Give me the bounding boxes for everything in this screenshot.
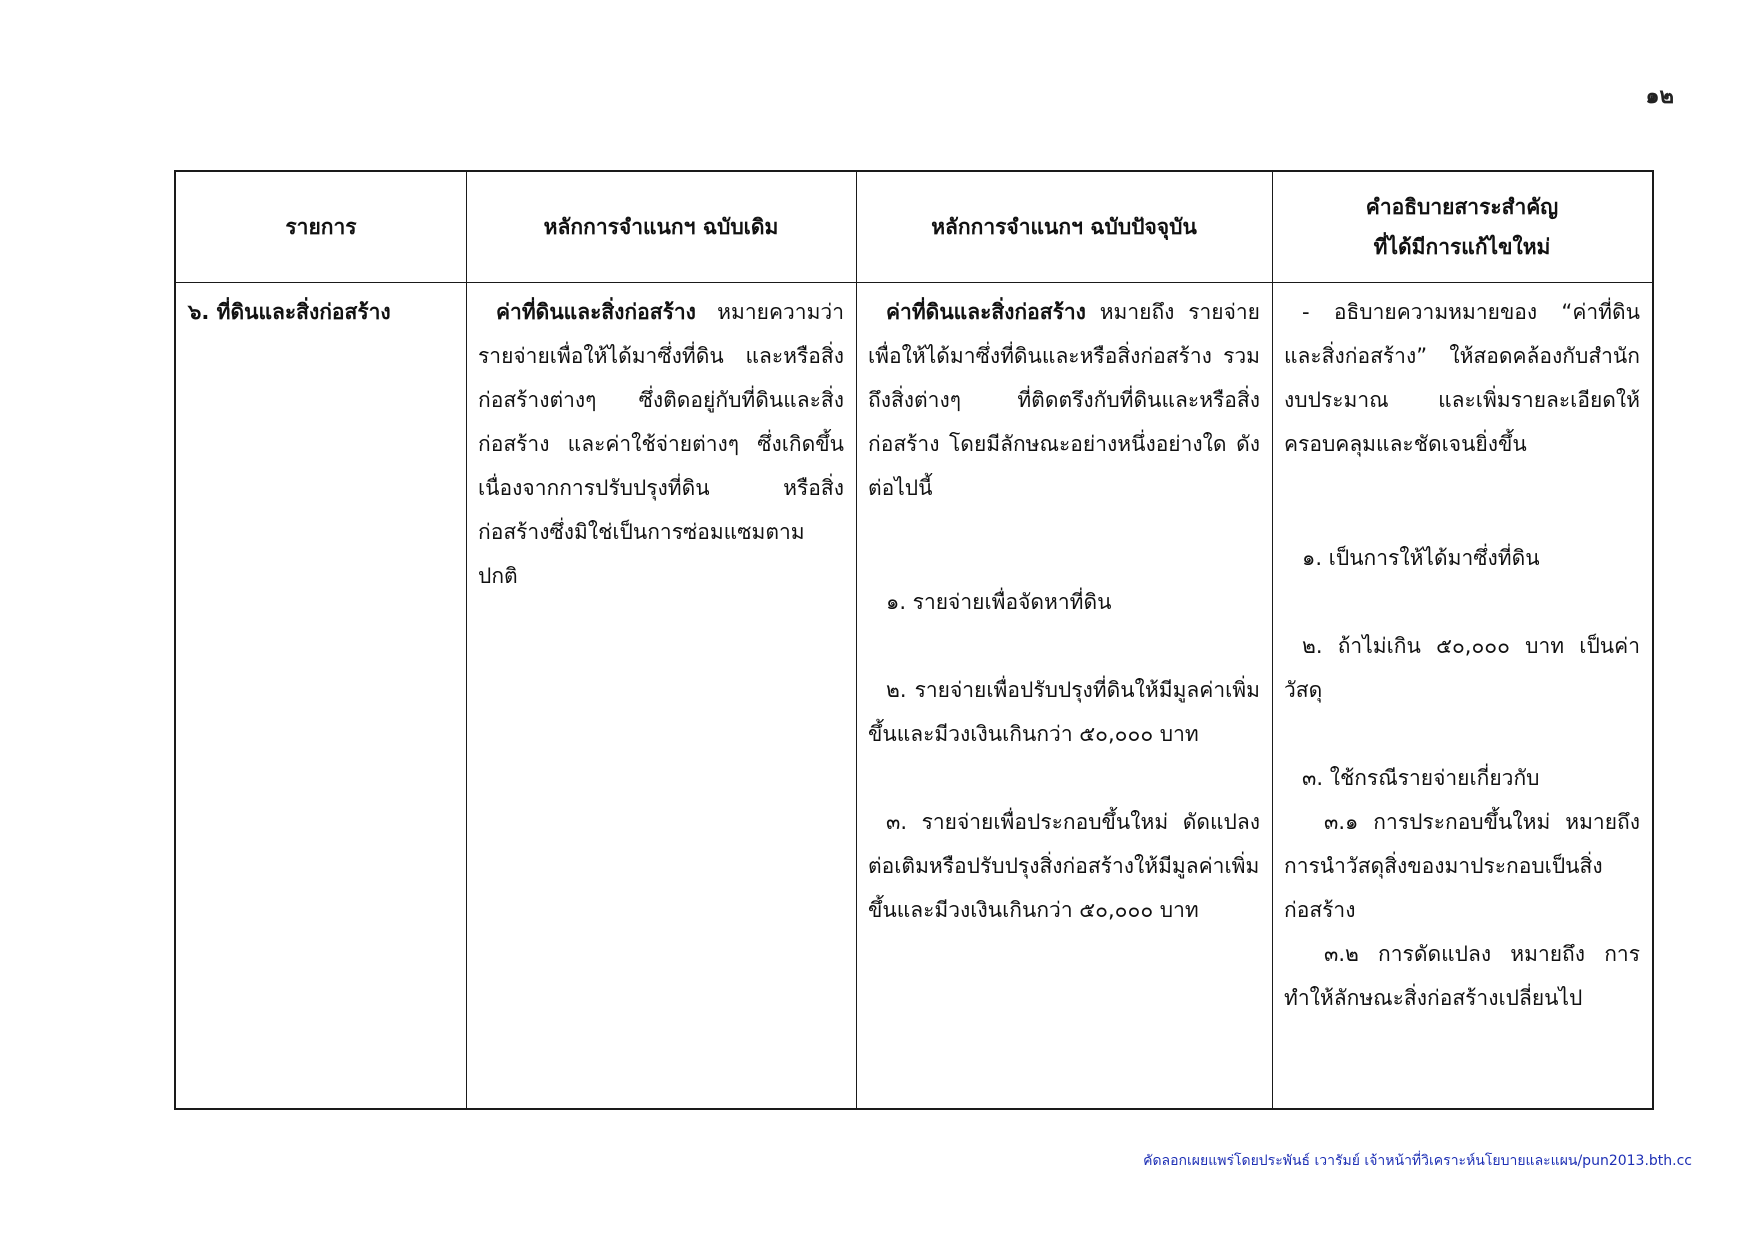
cell-item: ๖. ที่ดินและสิ่งก่อสร้าง <box>188 300 391 324</box>
comparison-table <box>174 170 1654 1110</box>
header-old-principle: หลักการจำแนกฯ ฉบับเดิม <box>543 215 779 239</box>
footer-credit: คัดลอกเผยแพร่โดยประพันธ์ เวารัมย์ เจ้าหน้าที่วิเคราะห์นโยบายและแผน/pun2013.bth.cc <box>1143 1153 1692 1169</box>
header-explanation: คำอธิบายสาระสำคัญ ที่ได้มีการแก้ไขใหม่ <box>1365 195 1559 259</box>
cell-explanation: - อธิบายความหมายของ “ค่าที่ดินและสิ่งก่อสร้าง” ให้สอดคล้องกับสำนักงบประมาณ และเพิ่มรายละเอียดให้ครอบคลุมและชัดเจนยิ่งขึ้น ๑. เป็นการให้ได้มาซึ่งที่ดิน ๒. ถ้าไม่เกิน ๕๐,๐๐๐ บาท เป็นค่าวัสดุ ๓. ใช้กรณีรายจ่ายเกี่ยวกับ ๓.๑ การประกอบขึ้นใหม่ หมายถึง การนำวัสดุสิ่งของมาประกอบเป็นสิ่งก่อสร้าง ๓.๒ การดัดแปลง หมายถึง การทำให้ลักษณะสิ่งก่อสร้างเปลี่ยนไป <box>1284 300 1640 1010</box>
cell-current-principle: ค่าที่ดินและสิ่งก่อสร้าง หมายถึง รายจ่ายเพื่อให้ได้มาซึ่งที่ดินและหรือสิ่งก่อสร้าง รวมถึงสิ่งต่างๆ ที่ติดตรึงกับที่ดินและหรือสิ่งก่อสร้าง โดยมีลักษณะอย่างหนึ่งอย่างใด ดังต่อไปนี้ ๑. รายจ่ายเพื่อจัดหาที่ดิน ๒. รายจ่ายเพื่อปรับปรุงที่ดินให้มีมูลค่าเพิ่มขึ้นและมีวงเงินเกินกว่า ๕๐,๐๐๐ บาท ๓. รายจ่ายเพื่อประกอบขึ้นใหม่ ดัดแปลง ต่อเติมหรือปรับปรุงสิ่งก่อสร้างให้มีมูลค่าเพิ่มขึ้นและมีวงเงินเกินกว่า ๕๐,๐๐๐ บาท <box>868 300 1260 922</box>
header-item: รายการ <box>285 215 357 239</box>
header-current-principle: หลักการจำแนกฯ ฉบับปัจจุบัน <box>931 215 1197 239</box>
cell-old-principle: ค่าที่ดินและสิ่งก่อสร้าง หมายความว่า รายจ่ายเพื่อให้ได้มาซึ่งที่ดิน และหรือสิ่งก่อสร้างต่างๆ ซึ่งติดอยู่กับที่ดินและสิ่งก่อสร้าง และค่าใช้จ่ายต่างๆ ซึ่งเกิดขึ้นเนื่องจากการปรับปรุงที่ดิน หรือสิ่งก่อสร้างซึ่งมิใช่เป็นการซ่อมแซมตามปกติ <box>478 300 844 588</box>
page-number: ๑๒ <box>1645 84 1674 109</box>
